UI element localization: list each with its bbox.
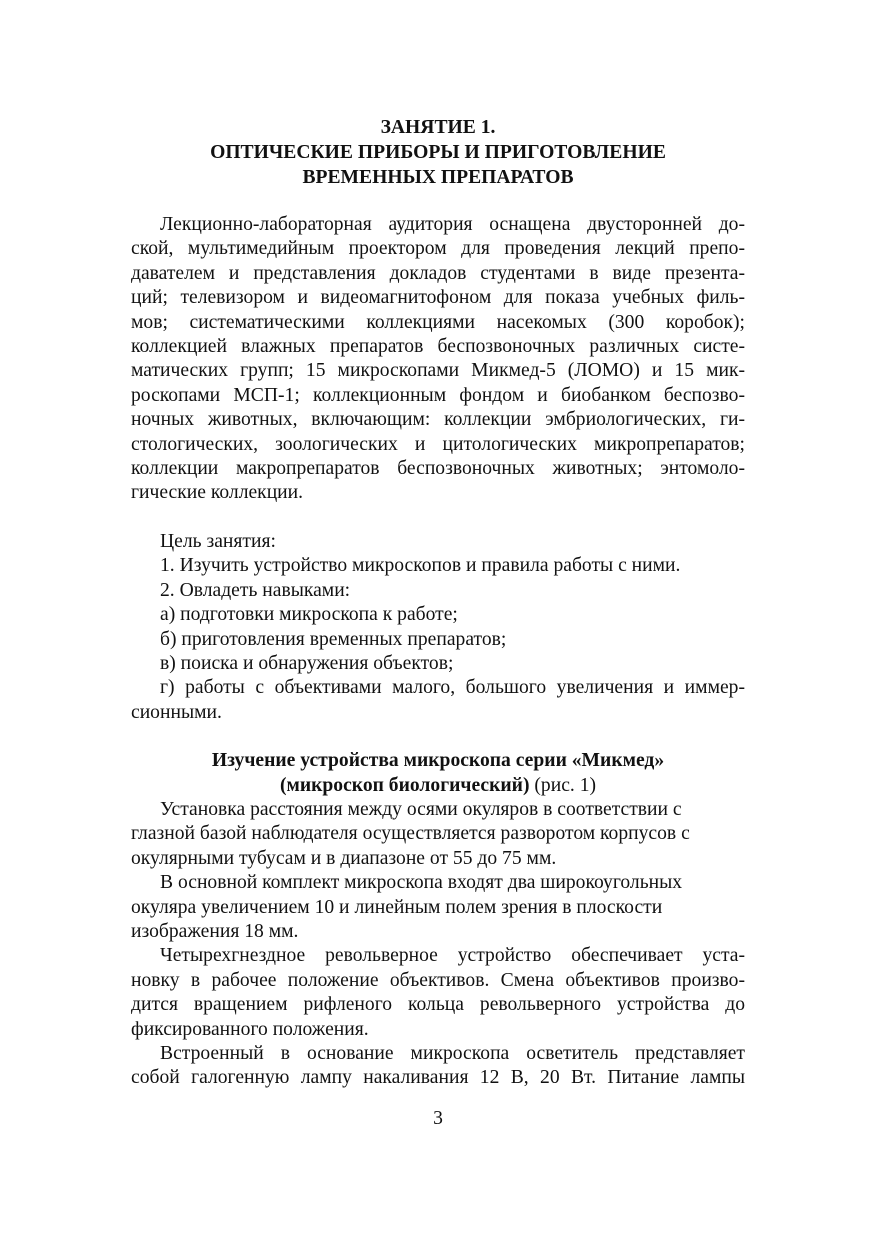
- lesson-goals: [131, 530, 745, 725]
- goal-subitem: б) приготовления временных препаратов;: [160, 628, 507, 650]
- paragraph-line: новку в рабочее положение объективов. Смена объективов произво-: [131, 969, 745, 991]
- intro-line: мов; систематическими коллекциями насекомых (300 коробок);: [131, 311, 745, 333]
- paragraph-line: окулярными тубусам и в диапазоне от 55 до 75 мм.: [131, 847, 557, 869]
- intro-line: ской, мультимедийным проектором для проведения лекций препо-: [131, 238, 745, 260]
- intro-line: давателем и представления докладов студентами в виде презента-: [131, 262, 745, 284]
- intro-line: матических групп; 15 микроскопами Микмед-5 (ЛОМО) и 15 мик-: [131, 360, 745, 382]
- intro-paragraph: [131, 213, 745, 506]
- paragraph-eyepieces-distance: [131, 798, 745, 871]
- paragraph-revolver: [131, 944, 745, 1042]
- goal-subitem: а) подготовки микроскопа к работе;: [160, 604, 458, 626]
- paragraph-line: окуляра увеличением 10 и линейным полем зрения в плоскости: [131, 896, 663, 918]
- goal-subitem: в) поиска и обнаружения объектов;: [160, 652, 454, 674]
- paragraph-line: Установка расстояния между осями окуляров в соответствии с: [160, 798, 682, 820]
- section-heading-line-1: Изучение устройства микроскопа серии «Микмед»: [211, 750, 665, 772]
- paragraph-illuminator: [131, 1042, 745, 1091]
- paragraph-line: изображения 18 мм.: [131, 920, 299, 942]
- lesson-title-line-3: ВРЕМЕННЫХ ПРЕПАРАТОВ: [302, 167, 574, 188]
- section-heading: [131, 749, 745, 798]
- intro-line: гические коллекции.: [131, 482, 304, 504]
- section-heading-line-2: [131, 774, 745, 798]
- page-number: 3: [433, 1108, 443, 1129]
- intro-line: стологических, зоологических и цитологических микропрепаратов;: [131, 433, 745, 455]
- goal-subitem-g: [131, 676, 745, 725]
- paragraph-line: В основной комплект микроскопа входят два широкоугольных: [160, 872, 683, 894]
- paragraph-line: дится вращением рифленого кольца револьверного устройства до: [131, 994, 745, 1016]
- section-heading-bold: (микроскоп биологический): [279, 774, 530, 796]
- goal-subitem-line: сионными.: [131, 701, 222, 723]
- intro-line: коллекции макропрепаратов беспозвоночных животных; энтомоло-: [131, 458, 745, 480]
- lesson-title-line-1: ЗАНЯТИЕ 1.: [380, 117, 496, 138]
- goal-item: 1. Изучить устройство микроскопов и правила работы с ними.: [160, 555, 681, 577]
- intro-line: коллекцией влажных препаратов беспозвоночных различных систе-: [131, 336, 745, 358]
- intro-line: роскопами МСП-1; коллекционным фондом и биобанком беспозво-: [131, 384, 745, 406]
- page-content: [131, 115, 745, 1091]
- goal-subitem-line: г) работы с объективами малого, большого увеличения и иммер-: [160, 677, 745, 699]
- goals-heading: Цель занятия:: [160, 530, 276, 552]
- lesson-title-line-2: ОПТИЧЕСКИЕ ПРИБОРЫ И ПРИГОТОВЛЕНИЕ: [210, 142, 666, 163]
- paragraph-line: собой галогенную лампу накаливания 12 В, 20 Вт. Питание лампы: [131, 1067, 745, 1089]
- paragraph-line: фиксированного положения.: [131, 1018, 369, 1040]
- paragraph-line: Встроенный в основание микроскопа осветитель представляет: [160, 1043, 745, 1064]
- intro-line: ций; телевизором и видеомагнитофоном для показа учебных филь-: [131, 287, 745, 309]
- paragraph-line: Четырехгнездное револьверное устройство обеспечивает уста-: [160, 945, 745, 967]
- goal-item: 2. Овладеть навыками:: [160, 579, 351, 601]
- paragraph-eyepieces-kit: [131, 871, 745, 944]
- figure-reference: (рис. 1): [529, 774, 597, 796]
- intro-line: Лекционно-лабораторная аудитория оснащена двусторонней до-: [160, 214, 745, 235]
- lesson-title: [131, 115, 745, 190]
- intro-line: ночных животных, включающим: коллекции эмбриологических, ги-: [131, 409, 745, 431]
- paragraph-line: глазной базой наблюдателя осуществляется разворотом корпусов с: [131, 823, 690, 845]
